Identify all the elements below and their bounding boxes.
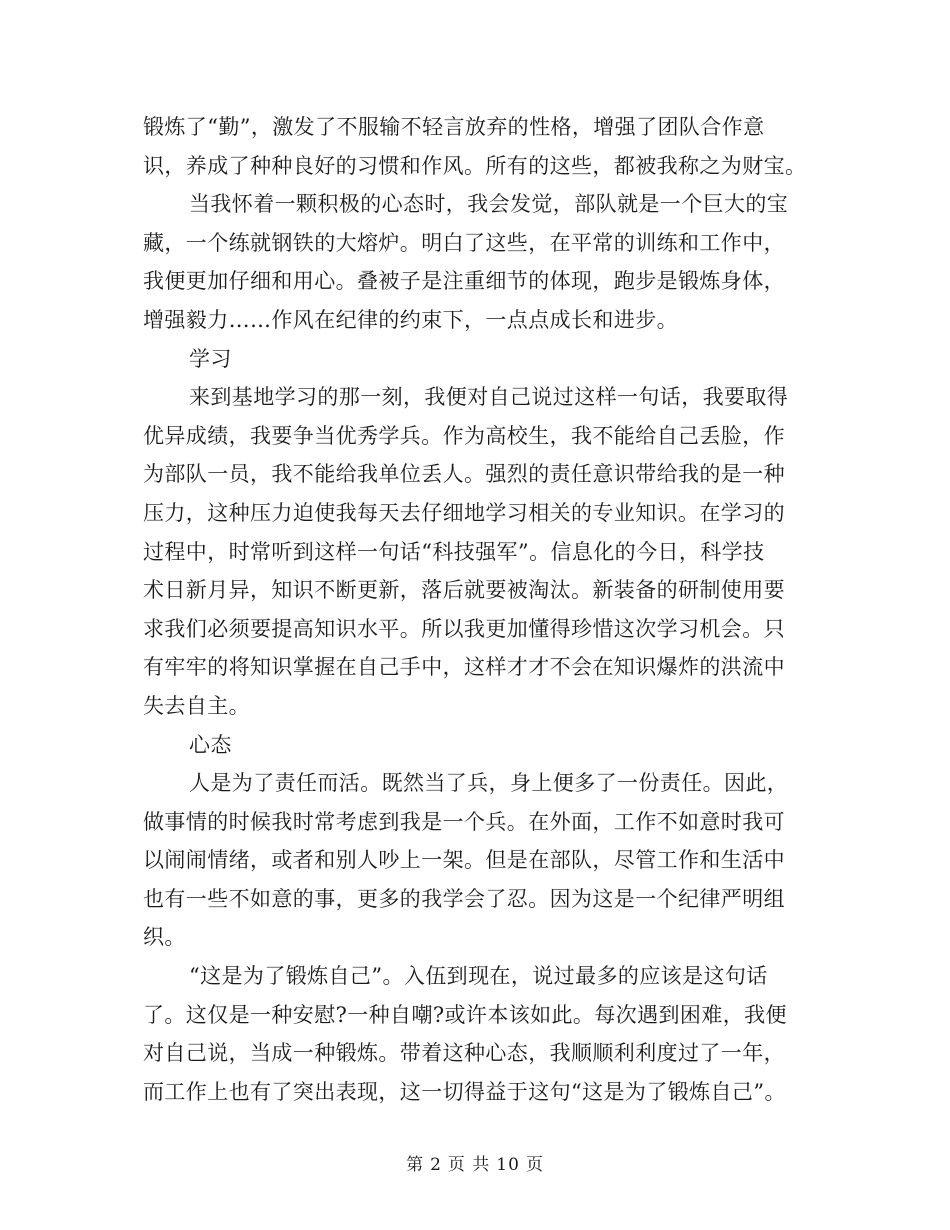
text-line: 以闹闹情绪，或者和别人吵上一架。但是在部队，尽管工作和生活中 bbox=[143, 848, 785, 873]
text-line: 做事情的时候我时常考虑到我是一个兵。在外面，工作不如意时我可 bbox=[143, 809, 785, 834]
footer-suffix: 页 bbox=[525, 1155, 544, 1175]
text-line: 求我们必须要提高知识水平。所以我更加懂得珍惜这次学习机会。只 bbox=[143, 616, 785, 641]
text-line: 也有一些不如意的事，更多的我学会了忍。因为这是一个纪律严明组 bbox=[143, 886, 785, 911]
text-line: 过程中，时常听到这样一句话“科技强军”。信息化的今日，科学技 bbox=[143, 539, 765, 564]
text-line: 优异成绩，我要争当优秀学兵。作为高校生，我不能给自己丢脸，作 bbox=[143, 423, 785, 448]
total-pages-number: 10 bbox=[496, 1155, 520, 1175]
text-line: 有牢牢的将知识掌握在自己手中，这样才才不会在知识爆炸的洪流中 bbox=[143, 655, 785, 680]
text-line: 藏，一个练就钢铁的大熔炉。明白了这些，在平常的训练和工作中， bbox=[143, 230, 785, 255]
text-line: 了。这仅是一种安慰?一种自嘲?或许本该如此。每次遇到困难，我便 bbox=[143, 1002, 787, 1027]
text-line: 失去自主。 bbox=[143, 693, 250, 718]
text-line: 增强毅力……作风在纪律的约束下，一点点成长和进步。 bbox=[143, 307, 678, 332]
text-line: 为部队一员，我不能给我单位丢人。强烈的责任意识带给我的是一种 bbox=[143, 462, 785, 487]
text-line: 来到基地学习的那一刻，我便对自己说过这样一句话，我要取得 bbox=[189, 385, 789, 410]
current-page-number: 2 bbox=[430, 1155, 442, 1175]
text-line: 术日新月异，知识不断更新，落后就要被淘汰。新装备的研制使用要 bbox=[143, 578, 785, 603]
text-line: 识，养成了种种良好的习惯和作风。所有的这些，都被我称之为财宝。 bbox=[143, 153, 807, 178]
text-line: 当我怀着一颗积极的心态时，我会发觉，部队就是一个巨大的宝 bbox=[189, 192, 789, 217]
text-line: 而工作上也有了突出表现，这一切得益于这句“这是为了锻炼自己”。 bbox=[143, 1079, 786, 1104]
page-footer bbox=[0, 1150, 950, 1175]
text-line: 织。 bbox=[143, 925, 186, 950]
text-line: 锻炼了“勤”，激发了不服输不轻言放弃的性格，增强了团队合作意 bbox=[143, 115, 765, 139]
footer-prefix: 第 bbox=[406, 1155, 425, 1175]
text-line: 压力，这种压力迫使我每天去仔细地学习相关的专业知识。在学习的 bbox=[143, 500, 785, 525]
footer-middle: 页 共 bbox=[447, 1155, 491, 1175]
text-line: “这是为了锻炼自己”。入伍到现在，说过最多的应该是这句话 bbox=[189, 964, 768, 989]
text-line: 学习 bbox=[189, 346, 232, 371]
text-line: 我便更加仔细和用心。叠被子是注重细节的体现，跑步是锻炼身体， bbox=[143, 269, 785, 294]
text-line: 人是为了责任而活。既然当了兵，身上便多了一份责任。因此， bbox=[189, 771, 789, 796]
text-line: 对自己说，当成一种锻炼。带着这种心态，我顺顺利利度过了一年， bbox=[143, 1041, 785, 1066]
text-line: 心态 bbox=[189, 732, 232, 757]
body-text bbox=[143, 108, 805, 1111]
